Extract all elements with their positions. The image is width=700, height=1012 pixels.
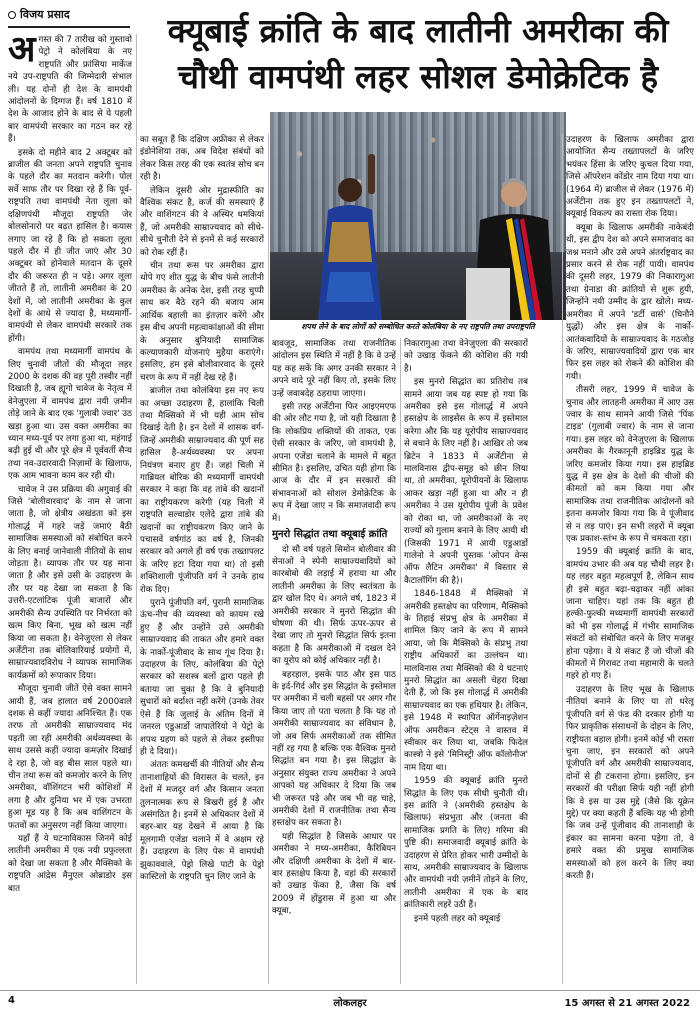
paragraph: 1846-1848 में मैक्सिको में अमरीकी हस्तक्षेप का परिणाम, मैक्सिको के तिहाई संप्रभु क्षेत्र के अमरीका में शामिल किए जाने के रूप में सामने आया, जो कि मैक्सिको के संप्रभु तथा राष्ट्रीय अधिकारों का उल्लंघन था। मालविनास तथा मैक्सिको की ये घटनाएं मुनरो सिद्धांत का असली चेहरा दिखा देती हैं, जो कि इस गोलार्द्ध में अमरीकी साम्राज्यवाद का एक हथियार है। लेकिन, इसे 1948 में स्थापित ऑर्गेनाइज़ेशन ऑफ अमरीकन स्टेट्स ने वास्तव में स्वीकार कर लिया था, जबकि फिदेल कास्त्रो ने इसे 'मिनिस्ट्री ऑफ कॉलोनीज' नाम दिया था। xyxy=(404,589,528,773)
page-number: 4 xyxy=(8,995,15,1006)
news-photo xyxy=(270,112,566,320)
paragraph: मौजूदा चुनावी जीतें ऐसे वक्त सामने आयी हैं, जब हालात वर्ष 2000वाले दशक से कहीं ज्यादा अनिश्चित हैं। एक तरफ तो अमरीकी साम्राज्यवाद मंद पड़ती जा रही अमरीकी अर्थव्यवस्था के साथ उससे कहीं ज्यादा कमज़ोर दिखाई दे रहा है, जो वह बीस साल पहले था। चीन तथा रूस को कमजोर करने के लिए अमरीका, वॉशिंगटन भरी कोशिशों में लगा है और दुनिया भर में एक उभरता हुआ मूड यह है कि अब वाशिंगटन के फतवों का अनुसरण नहीं किया जाएगा। xyxy=(8,684,132,831)
paragraph: उदाहरण के खिलाफ अमरीका द्वारा आयोजित सैन्य तख्तापलटों के जरिए भयंकर हिंसा के जरिए कुचल दिया गया, जिसे ऑपरेशन कोंडोर नाम दिया गया था। (1964 में) ब्राजील से लेकर (1976 में) अर्जेंटीना तक हुए इन तख्तापलटों ने, क्यूबाई विकल्प का रास्ता रोक दिया। xyxy=(566,135,694,220)
paragraph: उदाहरण के लिए भूख के खिलाफ नीतियां बनाने के लिए या तो धरेलू पूंजीपति वर्ग से फंड की दरकार होगी या फिर प्राकृतिक संसाधनों के दोहन के लिए, राष्ट्रीयता बहाल होगी। इनमें कोई भी रास्ता चुना जाए, इन सरकारों को अपने पूंजीपति वर्ग और अमरीकी साम्राज्यवाद, दोनों से ही टकराना होगा। इसलिए, इन सरकारों की परीक्षा सिर्फ यही नहीं होगी कि वे इस या उस मुद्दे (जैसे कि यूक्रेन मुद्दे) पर क्या कहती हैं बल्कि यह भी होगी कि जब उन्हें पूंजीवाद की तानाशाही के इंकार का सामना करना पड़ेगा तो, वे हमारे वक्त की प्रमुख सामाजिक समस्याओं को हल करने के लिए क्या करती हैं। xyxy=(566,684,694,881)
byline-author: विजय प्रसाद xyxy=(20,8,70,21)
publication-name: लोकलहर xyxy=(333,998,367,1009)
paragraph: इस मुनरो सिद्धांत का प्रतिरोध तब सामने आया जब यह स्पष्ट हो गया कि अमरीका इसे इस गोलार्द्ध में अपने हस्तक्षेप के लाइसेंस के रूप में इस्तेमाल करेगा और कि यह यूरोपीय साम्राज्यवाद से बचाने के लिए नहीं है। आखिर तो जब ब्रिटेन ने 1833 में अर्जेंटीना से मालविनास द्वीप-समूह को छीन लिया था, तो अमरीका, यूरोपीयनों के खिलाफ आकर खड़ा नहीं हुआ था और न ही अमरीका ने उस यूरोपीय पूंजी के प्रवेश को रोका था, जो अमरीकाओं के नए राज्यों को गुलाम बनाने के लिए आयी थी (जिसकी 1971 में आयी एडुआर्डो गालेनो ने अपनी पुस्तक 'ओपन वेन्स ऑफ लैटिन अमरीका' में विस्तार से कैटालॉगिंग की है)। xyxy=(404,377,528,586)
column-divider xyxy=(562,134,563,984)
paragraph: इसके दो महीने बाद 2 अक्टूबर को ब्राजील की जनता अपने राष्ट्रपति चुनाव के पहले दौर का मतदान करेगी। पोल सर्वे साफ तौर पर दिखा रहे हैं कि पूर्व-राष्ट्रपति तथा वामपंथी नेता लूला को दक्षिणपंथी मौजूदा राष्ट्रपति जेर बोलसोनारो पर बढ़त हासिल है। कयास लगाए जा रहे हैं कि हो सकता लूला पहले दौर में ही जीत जाएं और 30 अक्टूबर को होनेवाले मतदान के दूसरे दौर की जरूरत ही न पड़े। अगर लूला जीतते हैं तो, लातीनी अमरीका के 20 देशों में, जो लातीनी अमरीका के कुल देशों के आधे से ज्यादा है, मध्यमार्गी-वामपंथी से लेकर वामपंथी सरकारें तक होंगी। xyxy=(8,147,132,344)
page-footer xyxy=(0,990,700,1012)
byline xyxy=(8,6,130,28)
president-figure xyxy=(466,172,556,320)
paragraph: 1959 की क्यूबाई क्रांति के बाद, वामपंथ उभार की अब यह चौथी लहर है। यह लहर बहुत महत्वपूर्ण है, लेकिन साथ ही इसे बहुत बढ़ा-चढ़ाकर नहीं आंका जाना चाहिए। यहां तक कि बहुत ही हल्की-फुल्की मध्यमार्गी वामपंथी सरकारों को भी इस गोलार्द्ध में गंभीर सामाजिक संकटों को संबोधित करने के लिए मजबूर होना पड़ेगा। वे ये संकट हैं जो चीजों की कीमतों में गिरावट तथा महामारी के चलते गहरे हो गए हैं। xyxy=(566,547,694,682)
paragraph: चावेज ने उस प्रक्रिया की अगुवाई की जिसे 'बोलीवारवाद' के नाम से जाना जाता है, जो क्षेत्रीय अखंडता को इस गोलार्द्ध में गहरे जड़ें जमाएं बैठी सामाजिक समस्याओं को संबोधित करने के लिए बनाई जानेवाली नीतियों के साथ जोड़ता है। व्यापक तौर पर यह माना जाता है और इसे उसी के उदाहरण के तौर पर यह देखा जा सकता है कि उत्तरी-एटलांटिक पूंजी बाजारों और अमरीकी सैन्य उपस्थिति पर निर्भरता को खत्म किए बिना, भूख को खत्म नहीं किया जा सकता है। वेनेजुएला से लेकर अर्जेंटीना तक बोलिवारियाई प्रयोगों में, साम्राज्यवादविरोध ने व्यापक सामाजिक कार्यक्रमों को रूपाकार दिया। xyxy=(8,484,132,681)
column-divider xyxy=(400,338,401,984)
photo-caption: शपथ लेने के बाद लोगों को सम्बोधित करते कोलंबिया के नए राष्ट्रपति तथा उपराष्ट्रपति xyxy=(301,322,535,331)
paragraph: वामपंथ तथा मध्यमार्गी वामपंथ के लिए चुनावी जीतों की मौजूदा लहर 2000 के दशक की वह पूरी तस्वीर नहीं दिखाती है, जब ह्यूगो चावेज के नेतृत्व में वेनेजुएला में वामपंथ द्वारा नयी ज़मीन तोड़े जाने के बाद एक 'गुलाबी ज्वार' उठ खड़ा हुआ था। उस वक्त अमरीका का ध्यान मध्य-पूर्व पर लगा हुआ था, महंगाई बढ़ी हुई थी और पूरे क्षेत्र में पूर्ववर्ती सैन्य तथा नव-उदारवादी निज़ामों के खिलाफ, एक आम भावना काम कर रही थी। xyxy=(8,347,132,482)
paragraph: ब्राजील तथा कोलंबिया इस नए रूप का अच्छा उदाहरण हैं, हालांकि चिली तथा मैक्सिको में भी यही आम सोच दिखाई देती है। इन देशों में शासक वर्ग-जिन्हें अमरीकी साम्राज्यवाद की पूर्ण सह हासिल है-अर्थव्यवस्था पर अपना नियंत्रण बनाए हुए हैं। जहां चिली में गाब्रियल बोरिक की मध्यमार्गी वामपंथी सरकार ने कहा कि वह तांबे की खदानों का राष्ट्रीयकरण करेगी (यह चिली में राष्ट्रपति सल्वाडोर एलेंदे द्वारा तांबे की खदानों का राष्ट्रीयकरण किए जाने के पचासवें वर्षगांठ का वर्ष है, जिनकी सरकार को अगले ही वर्ष एक तख्तापलट के जरिए हटा दिया गया था) तो इसी शक्तिशाली पूंजीपति वर्ग ने उनके हाथ रोक दिए। xyxy=(140,386,264,595)
paragraph: इसी तरह अर्जेंटीना फिर आइएमएफ की ओर लौट गया है, जो यही दिखाता है कि लोकप्रिय शक्तियों की ताकत, एक ऐसी सरकार के जरिए, जो वामपंथी है, अपना एजेंडा चलाने के मामले में बहुत सीमित है। इसलिए, उचित यही होगा कि आज के दौर में इन सरकारों की संभावनाओं को सोशल डेमोक्रेटिक के रूप में देखा जाए न कि समाजवादी रूप में। xyxy=(272,402,396,524)
bullet-icon xyxy=(8,11,16,19)
paragraph: 1959 की क्यूबाई क्रांति मुनरो सिद्धांत के लिए एक सीधी चुनौती थी। इस क्रांति ने (अमरीकी हस्तक्षेप के खिलाफ) संप्रभुता और (जनता की सामाजिक प्रगति के लिए) गरिमा की पुष्टि की। समाजवादी क्यूबाई क्रांति के उदाहरण से प्रेरित होकर भारी उम्मीदों के साथ, अमरीकी साम्राज्यवाद के खिलाफ और वामपंथी नयी ज़मीनें तोड़ने के लिए, लातीनी अमरीका में एक के बाद क्रांतिकारी लहरें उठी हैं। xyxy=(404,776,528,911)
paragraph: निकारागुआ तथा वेनेजुएला की सरकारों को उखाड़ फेंकने की कोशिश की गयी है। xyxy=(404,339,528,374)
paragraph: यही सिद्धांत है जिसके आधार पर अमरीका ने मध्य-अमरीका, कैरिबियन और दक्षिणी अमरीका के देशों में बार-बार हस्तक्षेप किया है, वहां की सरकारों को उखाड़ फेंका है, जैसा कि वर्ष 2009 में होंडुरास में हुआ था और क्यूबा, xyxy=(272,831,396,917)
article-column-5 xyxy=(566,134,694,984)
paragraph: गस्त की 7 तारीख को गुस्तावो पेट्रो ने कोलंबिया के नए राष्ट्रपति और फ्रांसिया मार्केज नये उप-राष्ट्रपति की जिम्मेदारी संभाल ली। यह दोनों ही देश के वामपंथी आंदोलनों के दिग्गज हैं। वर्ष 1810 में देश के आजाद होने के बाद से ये पहली बार वामपंथी सरकार का गठन कर रहे हैं। xyxy=(8,35,132,145)
column-divider xyxy=(268,134,269,984)
issue-date: 15 अगस्त से 21 अगस्त 2022 xyxy=(564,998,690,1009)
paragraph: चीन तथा रूस पर अमरीका द्वारा थोपे गए शीत युद्ध के बीच फंसे लातीनी अमरीका के अनेक देश, इसी तरह चुप्पी साध कर बैठे रहने की बजाय आम आर्थिक बहाली का इंतज़ार करेंगे और इस बीच अपनी महत्वाकांक्षाओं की सीमा के अनुसार बुनियादी सामाजिक कल्याणकारी योजनाएं मुहैया कराएंगे। इसलिए, हम इसे बोलीवारवाद के दूसरे चरण के रूप में नहीं देख रहे हैं। xyxy=(140,261,264,383)
paragraph: दो सौ वर्ष पहले सिमोन बोलीवार की सेनाओं ने स्पेनी साम्राज्यवादियों को कारबोबो की लड़ाई में हराया था और लातीनी अमरीका के लिए स्वतंत्रता के द्वार खोल दिए थे। अगले वर्ष, 1823 में अमरीकी सरकार ने मुनरो सिद्धांत की घोषणा की थी। सिर्फ ऊपर-ऊपर से देखा जाए तो मुनरो सिद्धांत सिर्फ इतना कहता है कि अमरीकाओं में दखल देने का यूरोप को कोई अधिकार नहीं है। xyxy=(272,544,396,667)
headline-line-2: चौथी वामपंथी लहर सोशल डेमोक्रेटिक है xyxy=(178,57,658,96)
article-column-2 xyxy=(140,134,264,984)
paragraph: बावजूद, सामाजिक तथा राजनीतिक आंदोलन इस स्थिति में नहीं है कि वे उन्हें यह कह सकें कि अगर उनकी सरकार ने अपने वादे पूरे नहीं किए तो, इसके लिए उन्हें जवाबदेह ठहराया जाएगा। xyxy=(272,339,396,399)
vice-president-figure xyxy=(310,152,390,320)
subheading: मुनरो सिद्धांत तथा क्यूबाई क्रांति xyxy=(272,529,388,541)
paragraph: बहरहाल, इसके पाठ और इस पाठ के इर्द-गिर्द और इस सिद्धांत के इस्तेमाल पर अमरीका में चली बहसों पर अगर गौर किया जाए तो पता चलता है कि यह तो अमरीकी साम्राज्यवाद का संविधान है, जो अब सिर्फ अमरीकाओं तक सीमित नहीं रह गया है बल्कि एक वैश्विक मुनरो सिद्धांत बन गया है। इस सिद्धांत के अनुसार संयुक्त राज्य अमरीका ने अपने आपको यह अधिकार दे दिया कि जब भी जरूरत पड़े और जब भी वह चाहे, अमरीकी देशों में राजनीतिक तथा सैन्य हस्तक्षेप कर सकता है। xyxy=(272,669,396,829)
paragraph: इनमें पहली लहर को क्यूबाई xyxy=(414,913,501,924)
paragraph: क्यूबा के खिलाफ अमरीकी नाकेबंदी थी, इस द्वीप देश को अपने समाजवाद का जश्न मनाने और उसे अपने अंतर्राष्ट्रवाद का प्रसार करने से रोक नहीं पायी। वामपंथ की दूसरी लहर, 1979 की निकारागुआ तथा ग्रेनाडा की क्रांतियों से शुरू हुयी, जिन्होंने नयी उम्मीद के द्वार खोले। मध्य-अमरीका में अपने 'डर्टी वार्स' (घिनौने युद्धों) और इस क्षेत्र के नार्को-आतंकवादियों के साम्राज्यवाद के गठजोड़ के जरिए, साम्राज्यवादियों द्वारा एक बार फिर इस लहर को रोकने की कोशिश की गयी। xyxy=(566,222,694,382)
article-column-3 xyxy=(272,338,396,984)
paragraph: तीसरी लहर, 1999 में चावेज के चुनाव और लातहनी अमरीका में आए उस ज्वार के साथ सामने आयी जिसे 'पिंक टाइड' (गुलाबी ज्वार) के नाम से जाना गया। इस लहर को वेनेजुएला के खिलाफ अमरीका के गैरकानूनी हाइब्रिड युद्ध के जरिए कमजोर किया गया। इस हाइब्रिड युद्ध में इस क्षेत्र के देशों की चीजों की कीमतों को कम किया गया और सामाजिक तथा राजनीतिक आंदोलनों को इतना कमजोर किया गया कि वे पूंजीवाद से न लड़ पाएं। इन सभी लहरों में क्यूबा एक प्रकाश-स्तंभ के रूप में चमकता रहा। xyxy=(566,385,694,544)
paragraph: लेकिन दूसरी ओर मुद्रास्फीति का वैश्विक संकट है, कर्ज की समस्याएं हैं और वाशिंगटन की वे अस्थिर धमकियां हैं, जो अमरीकी साम्राज्यवाद को सीधे-सीधे चुनौती देने से इनमें से कई सरकारों को रोक रहीं हैं। xyxy=(140,185,264,258)
drop-cap: अ xyxy=(8,34,36,70)
headline xyxy=(140,8,696,100)
paragraph: यहाँ हैं ये घटनाविकास जिनमें कोई लातीनी अमरीका में एक नयी प्रफुल्लता को देखा जा सकता है और मैक्सिको के राष्ट्रपति आंद्रेस मैनुएल ओब्राडोर इस बात xyxy=(8,834,132,894)
article-column-4 xyxy=(404,338,528,984)
column-divider xyxy=(136,34,137,984)
headline-line-1: क्यूबाई क्रांति के बाद लातीनी अमरीका की xyxy=(167,11,669,50)
paragraph: अंततः कमखर्ची की नीतियों और सैन्य तानाशाहियों की विरासत के चलते, इन देशों में मजदूर वर्ग और किसान जनता तुलनात्मक रूप से बिखरी हुई है और असंगठित है। इनमें से अधिकतर देशों में बहर-बार यह देखने में आया है कि मूलगामी एजेंडा चलाने में वे अक्षम रहे हैं। उदाहरण के लिए पेरू में वामपंथी झुकाववाले, पेड्रो लिखे पाटी के पेड्रो कास्टिलो के राष्ट्रपति चुन लिए जाने के xyxy=(140,760,264,882)
paragraph: का सबूत हैं कि दक्षिण अफ्रीका से लेकर इंडोनेशिया तक, अब विदेश संबंधों को लेकर किस तरह की एक स्वतंत्र सोच बन रही है। xyxy=(140,135,264,183)
article-column-1 xyxy=(8,34,132,984)
paragraph: पुराने पूंजीपति वर्ग, पुरानी सामाजिक ऊंच-नीच की व्यवस्था को कायम रखे हुए हैं और उन्होंने उसे अमरीकी साम्राज्यवाद की ताकत और हमारे वक्त के नार्को-पूंजीवाद के साथ गूंथ दिया है। उदाहरण के लिए, कोलंबिया की पेट्रो सरकार को सशस्त्र बलों द्वारा पहले ही बताया जा चुका है कि वे बुनियादी सुधारों को बर्दाश्त नहीं करेंगे (उनके तेवर ऐसे हैं कि जुलाई के अंतिम दिनों में जनरल एडुआर्डो जापातेरियो ने पेट्रो के शपथ ग्रहण को पहले से लेकर इस्तीफा ही दे दिया)। xyxy=(140,598,264,757)
